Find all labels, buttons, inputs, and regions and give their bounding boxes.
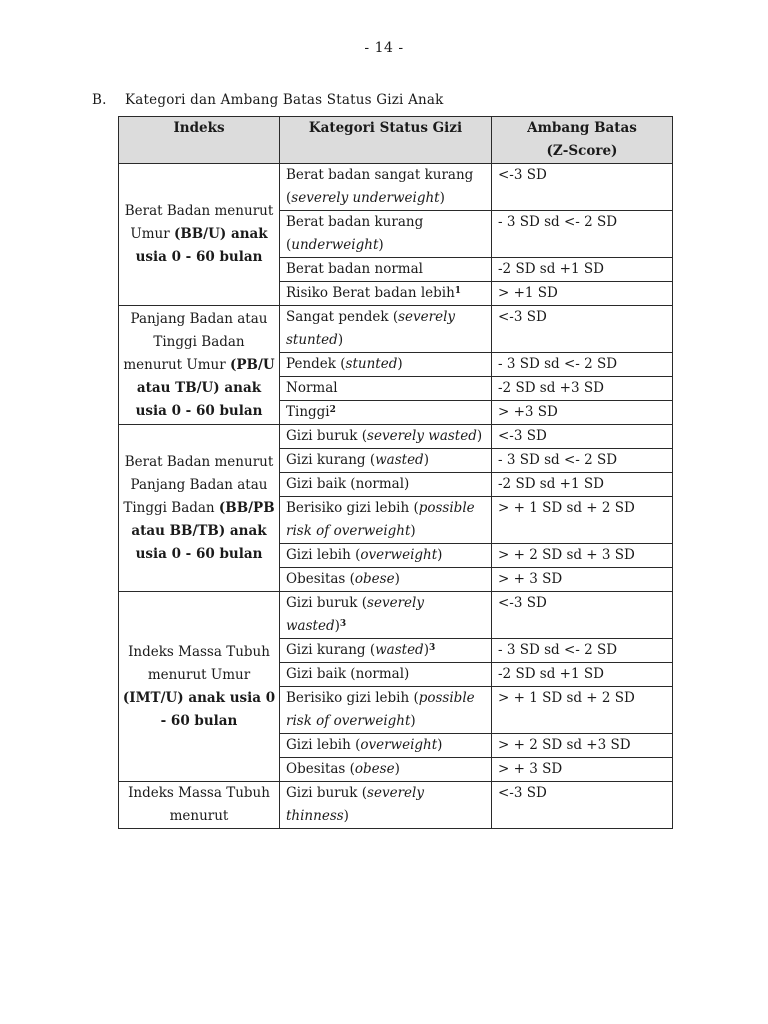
- category-text-close: ): [394, 761, 400, 777]
- threshold-cell: -2 SD sd +1 SD: [492, 473, 673, 497]
- category-text-close: ): [334, 618, 340, 634]
- header-threshold-line1: Ambang Batas: [527, 120, 637, 136]
- index-label-bold: (BB/PB atau BB/TB) anak usia 0 - 60 bulan: [131, 499, 275, 562]
- category-text: Obesitas (: [286, 571, 355, 587]
- category-text-close: ): [476, 428, 483, 444]
- category-cell: [280, 282, 492, 306]
- category-text: Pendek (: [286, 356, 346, 372]
- table-row: [119, 592, 673, 639]
- table-header-row: [119, 117, 673, 164]
- category-text: Risiko Berat badan lebih: [286, 285, 455, 301]
- category-cell: [280, 497, 492, 544]
- category-cell: [280, 211, 492, 258]
- category-text: Gizi buruk (: [286, 428, 368, 444]
- category-english-term: severely wasted: [286, 595, 424, 634]
- threshold-cell: > + 3 SD: [492, 568, 673, 592]
- threshold-cell: - 3 SD sd <- 2 SD: [492, 353, 673, 377]
- category-cell: [280, 401, 492, 425]
- category-cell: [280, 663, 492, 687]
- threshold-cell: > +3 SD: [492, 401, 673, 425]
- section-title: Kategori dan Ambang Batas Status Gizi Anak: [125, 92, 444, 108]
- table-row: [119, 425, 673, 449]
- category-english-term: severely stunted: [286, 309, 456, 348]
- category-english-term: possible risk of overweight: [286, 500, 475, 539]
- category-cell: [280, 758, 492, 782]
- table-row: [119, 164, 673, 211]
- category-cell: [280, 592, 492, 639]
- footnote-marker: 3: [339, 619, 347, 629]
- footnote-marker: 2: [329, 405, 336, 415]
- category-cell: [280, 734, 492, 758]
- category-cell: [280, 306, 492, 353]
- footnote-marker: 1: [454, 286, 462, 296]
- category-text: Tinggi: [286, 404, 330, 420]
- category-english-term: obese: [354, 571, 395, 587]
- category-text: Gizi baik (normal): [286, 666, 410, 682]
- category-text-close: ): [410, 713, 416, 729]
- category-text-close: ): [343, 808, 349, 824]
- category-cell: [280, 639, 492, 663]
- threshold-cell: <-3 SD: [492, 306, 673, 353]
- category-text: Gizi buruk (: [286, 595, 368, 611]
- table-row: [119, 306, 673, 353]
- category-text: Gizi lebih (: [286, 737, 361, 753]
- category-text: Gizi lebih (: [286, 547, 361, 563]
- category-text-close: ): [423, 452, 429, 468]
- threshold-cell: > + 1 SD sd + 2 SD: [492, 687, 673, 734]
- category-text: Gizi baik (normal): [286, 476, 410, 492]
- category-text: Normal: [286, 380, 338, 396]
- category-text: Gizi kurang (: [286, 452, 376, 468]
- threshold-cell: <-3 SD: [492, 592, 673, 639]
- category-cell: [280, 568, 492, 592]
- index-cell: [119, 306, 280, 425]
- category-text: Berisiko gizi lebih (: [286, 690, 419, 706]
- threshold-cell: > +1 SD: [492, 282, 673, 306]
- header-threshold: [492, 117, 673, 164]
- category-text-close: ): [378, 237, 384, 253]
- header-threshold-line2: (Z-Score): [546, 143, 618, 159]
- threshold-cell: -2 SD sd +3 SD: [492, 377, 673, 401]
- category-text-close: ): [439, 190, 445, 206]
- header-index: Indeks: [119, 117, 280, 164]
- category-cell: [280, 782, 492, 829]
- category-text-close: ): [394, 571, 400, 587]
- category-english-term: overweight: [360, 547, 438, 563]
- category-text: Berat badan kurang (: [286, 214, 424, 253]
- index-cell: [119, 164, 280, 306]
- category-text: Obesitas (: [286, 761, 355, 777]
- category-english-term: underweight: [291, 237, 379, 253]
- table-body: [119, 164, 673, 829]
- category-text-close: ): [397, 356, 403, 372]
- category-text: Sangat pendek (: [286, 309, 399, 325]
- index-cell: [119, 592, 280, 782]
- category-english-term: wasted: [375, 642, 424, 658]
- header-category: Kategori Status Gizi: [280, 117, 492, 164]
- index-cell: [119, 782, 280, 829]
- category-english-term: severely thinness: [286, 785, 424, 824]
- index-cell: [119, 425, 280, 592]
- threshold-cell: -2 SD sd +1 SD: [492, 258, 673, 282]
- category-text-close: ): [410, 523, 416, 539]
- category-text-close: ): [337, 332, 344, 348]
- section-heading: [92, 92, 444, 108]
- nutrition-status-table: [118, 116, 673, 829]
- index-label: Indeks Massa Tubuh menurut Umur: [128, 643, 270, 683]
- index-label: Indeks Massa Tubuh menurut: [128, 785, 270, 824]
- threshold-cell: -2 SD sd +1 SD: [492, 663, 673, 687]
- category-text-close: ): [437, 737, 443, 753]
- category-english-term: obese: [354, 761, 395, 777]
- index-label: Panjang Badan atau Tinggi Badan menurut Umur: [123, 310, 268, 373]
- category-english-term: overweight: [360, 737, 438, 753]
- category-cell: [280, 687, 492, 734]
- category-cell: [280, 353, 492, 377]
- index-label: Berat Badan menurut Umur: [124, 203, 274, 242]
- category-cell: [280, 258, 492, 282]
- page-number: - 14 -: [364, 40, 404, 56]
- category-cell: [280, 425, 492, 449]
- threshold-cell: <-3 SD: [492, 782, 673, 829]
- category-english-term: stunted: [345, 356, 398, 372]
- category-text: Berat badan sangat kurang (: [286, 167, 474, 206]
- category-english-term: wasted: [375, 452, 424, 468]
- section-letter: B.: [92, 92, 107, 108]
- threshold-cell: <-3 SD: [492, 164, 673, 211]
- index-label-bold: (PB/U atau TB/U) anak usia 0 - 60 bulan: [135, 356, 275, 419]
- category-text-close: ): [437, 547, 443, 563]
- category-text: Gizi buruk (: [286, 785, 368, 801]
- threshold-cell: - 3 SD sd <- 2 SD: [492, 639, 673, 663]
- threshold-cell: <-3 SD: [492, 425, 673, 449]
- category-english-term: severely wasted: [367, 428, 477, 444]
- threshold-cell: - 3 SD sd <- 2 SD: [492, 449, 673, 473]
- category-cell: [280, 377, 492, 401]
- threshold-cell: > + 3 SD: [492, 758, 673, 782]
- threshold-cell: > + 1 SD sd + 2 SD: [492, 497, 673, 544]
- threshold-cell: > + 2 SD sd + 3 SD: [492, 544, 673, 568]
- category-cell: [280, 473, 492, 497]
- category-cell: [280, 449, 492, 473]
- category-english-term: possible risk of overweight: [286, 690, 475, 729]
- footnote-marker: 3: [428, 643, 436, 653]
- category-text: Berat badan normal: [286, 261, 423, 277]
- category-text: Gizi kurang (: [286, 642, 376, 658]
- table-row: [119, 782, 673, 829]
- index-label-bold: (BB/U) anak usia 0 - 60 bulan: [135, 226, 268, 265]
- index-label: Berat Badan menurut Panjang Badan atau Tinggi Badan: [123, 453, 274, 516]
- threshold-cell: - 3 SD sd <- 2 SD: [492, 211, 673, 258]
- threshold-cell: > + 2 SD sd +3 SD: [492, 734, 673, 758]
- category-text-close: ): [423, 642, 429, 658]
- index-label-bold: (IMT/U) anak usia 0 - 60 bulan: [122, 689, 276, 729]
- category-text: Berisiko gizi lebih (: [286, 500, 419, 516]
- category-cell: [280, 164, 492, 211]
- category-english-term: severely underweight: [291, 190, 440, 206]
- category-cell: [280, 544, 492, 568]
